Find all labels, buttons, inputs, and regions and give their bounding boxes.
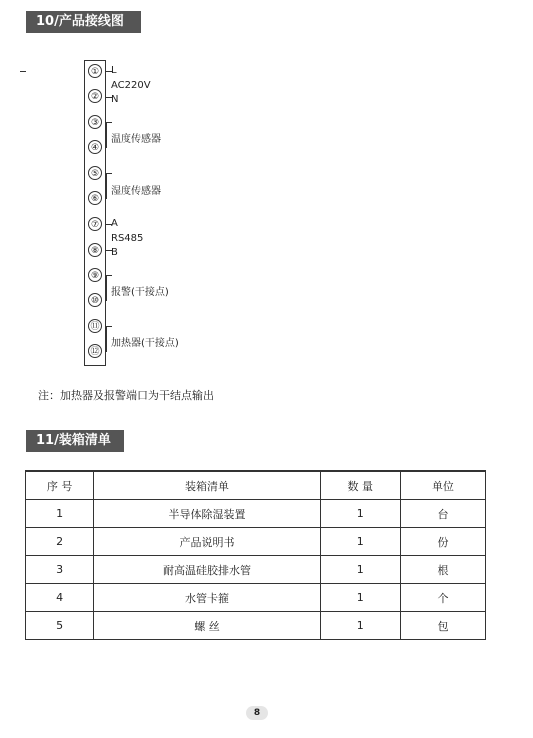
cell-item: 螺 丝: [94, 612, 320, 640]
cell-quantity: 1: [320, 584, 400, 612]
col-header-quantity: 数 量: [320, 471, 400, 500]
terminal-9: ⑨: [88, 268, 102, 282]
terminal-5: ⑤: [88, 166, 102, 180]
cell-index: 1: [26, 500, 94, 528]
table-row: [26, 556, 486, 584]
cell-unit: 个: [400, 584, 485, 612]
terminal-4: ④: [88, 140, 102, 154]
section-title-wiring: 10/产品接线图: [26, 11, 141, 33]
page-number: 8: [246, 706, 268, 720]
table-row: [26, 612, 486, 640]
label-b: B: [111, 247, 118, 258]
label-l: L: [111, 65, 117, 76]
label-n: N: [111, 94, 119, 105]
terminal-6: ⑥: [88, 191, 102, 205]
label-temp-sensor: 温度传感器: [111, 134, 161, 145]
terminal-10: ⑩: [88, 293, 102, 307]
cell-unit: 台: [400, 500, 485, 528]
cell-quantity: 1: [320, 612, 400, 640]
packing-list-table: [25, 470, 486, 640]
cell-item: 耐高温硅胶排水管: [94, 556, 320, 584]
terminal-3: ③: [88, 115, 102, 129]
terminal-11: ⑪: [88, 319, 102, 333]
col-header-index: 序 号: [26, 471, 94, 500]
cell-unit: 根: [400, 556, 485, 584]
cell-unit: 份: [400, 528, 485, 556]
table-header-row: [26, 471, 486, 500]
cell-item: 水管卡箍: [94, 584, 320, 612]
label-a: A: [111, 218, 118, 229]
label-rs485: RS485: [111, 233, 144, 244]
terminal-12: ⑫: [88, 344, 102, 358]
table-row: [26, 500, 486, 528]
section-title-packing-list: 11/装箱清单: [26, 430, 124, 452]
col-header-unit: 单位: [400, 471, 485, 500]
label-alarm: 报警(干接点): [111, 287, 169, 298]
terminal-7: ⑦: [88, 217, 102, 231]
label-ac220v: AC220V: [111, 80, 151, 91]
label-heater: 加热器(干接点): [111, 338, 179, 349]
cell-index: 3: [26, 556, 94, 584]
cell-index: 4: [26, 584, 94, 612]
wiring-note: 注：加热器及报警端口为干结点输出: [38, 389, 214, 402]
terminal-1: ①: [88, 64, 102, 78]
cell-unit: 包: [400, 612, 485, 640]
cell-quantity: 1: [320, 528, 400, 556]
col-header-item: 装箱清单: [94, 471, 320, 500]
cell-quantity: 1: [320, 500, 400, 528]
terminal-2: ②: [88, 89, 102, 103]
terminal-8: ⑧: [88, 243, 102, 257]
cell-item: 产品说明书: [94, 528, 320, 556]
cell-item: 半导体除湿装置: [94, 500, 320, 528]
label-humidity-sensor: 湿度传感器: [111, 186, 161, 197]
cell-index: 2: [26, 528, 94, 556]
terminal-strip: [84, 60, 106, 366]
table-row: [26, 528, 486, 556]
table-row: [26, 584, 486, 612]
cell-quantity: 1: [320, 556, 400, 584]
cell-index: 5: [26, 612, 94, 640]
